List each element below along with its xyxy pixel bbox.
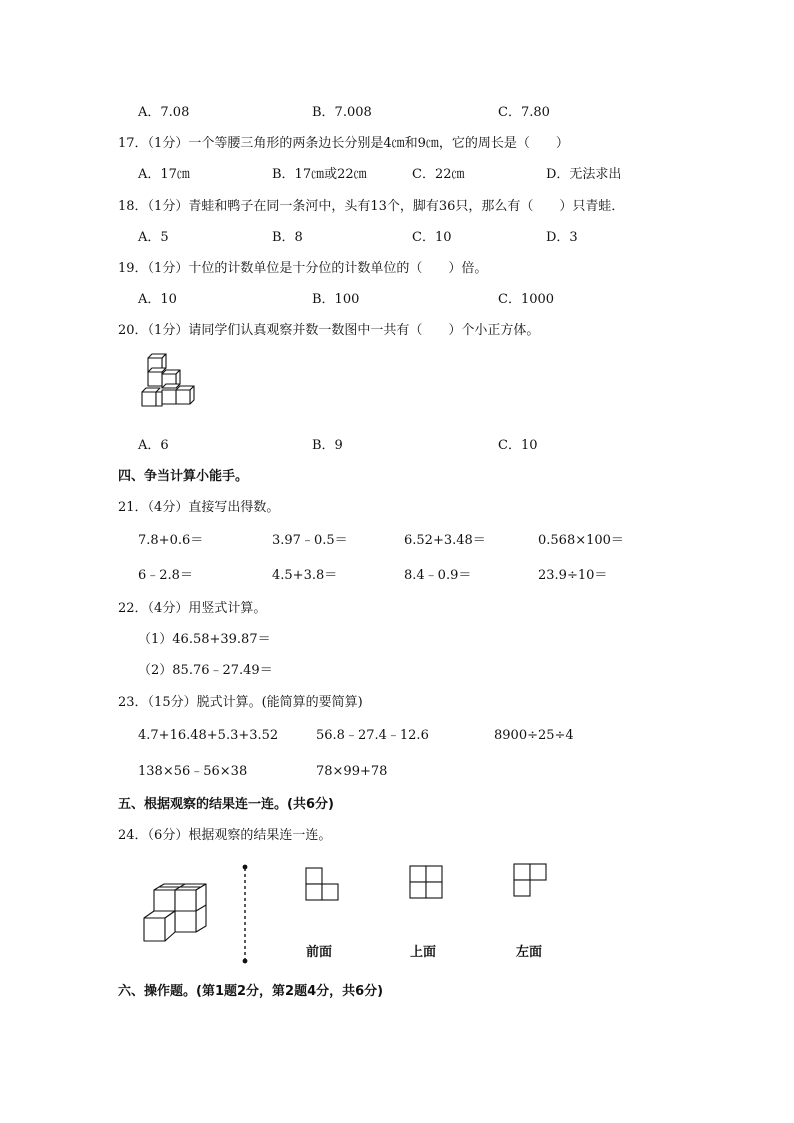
q21-expr: 23.9÷10＝: [538, 568, 608, 583]
q21-expr: 3.97﹣0.5＝: [272, 533, 348, 548]
q23-stem: 23．（15分）脱式计算。(能简算的要简算): [118, 695, 363, 710]
q24-view-left: [512, 862, 548, 898]
q17-option-b: B．17㎝或22㎝: [272, 167, 367, 182]
q24-label-front: 前面: [306, 945, 333, 960]
q24-label-top: 上面: [410, 945, 437, 960]
q20-cube-stack-figure: [138, 352, 198, 416]
q17-option-d: D．无法求出: [546, 167, 622, 182]
q22-item-1: （1）46.58+39.87＝: [138, 632, 271, 647]
q24-dashed-divider: [238, 862, 252, 966]
section-6-title: 六、操作题。(第1题2分，第2题4分，共6分): [118, 984, 384, 999]
q18-stem: 18．（1分）青蛙和鸭子在同一条河中，头有13个，脚有36只，那么有（ ）只青蛙．: [118, 199, 625, 214]
q20-option-b: B．9: [312, 438, 343, 453]
q21-expr: 8.4﹣0.9＝: [404, 568, 472, 583]
q17-stem: 17．（1分）一个等腰三角形的两条边长分别是4㎝和9㎝，它的周长是（ ）: [118, 136, 569, 151]
q17-option-a: A．17㎝: [138, 167, 190, 182]
q19-option-b: B．100: [312, 292, 360, 307]
section-4-title: 四、争当计算小能手。: [118, 469, 249, 484]
q21-stem: 21．（4分）直接写出得数。: [118, 500, 280, 515]
q24-block-figure: [140, 880, 210, 946]
q21-expr: 0.568×100＝: [538, 533, 624, 548]
q24-view-front: [304, 866, 340, 902]
q21-expr: 4.5+3.8＝: [272, 568, 338, 583]
q21-expr: 7.8+0.6＝: [138, 533, 204, 548]
q17-option-c: C．22㎝: [412, 167, 465, 182]
q22-stem: 22．（4分）用竖式计算。: [118, 601, 267, 616]
q16-option-c: C．7.80: [498, 105, 550, 120]
q21-expr: 6﹣2.8＝: [138, 568, 193, 583]
q20-option-c: C．10: [498, 438, 538, 453]
q19-stem: 19．（1分）十位的计数单位是十分位的计数单位的（ ）倍。: [118, 261, 488, 276]
q21-expr: 6.52+3.48＝: [404, 533, 486, 548]
q23-expr: 78×99+78: [316, 764, 388, 779]
q24-view-top: [408, 864, 444, 900]
q19-option-a: A．10: [138, 292, 177, 307]
q19-option-c: C．1000: [498, 292, 555, 307]
q22-item-2: （2）85.76﹣27.49＝: [138, 663, 273, 678]
q20-stem: 20．（1分）请同学们认真观察并数一数图中一共有（ ）个小正方体。: [118, 323, 540, 338]
q23-expr: 8900÷25÷4: [494, 728, 574, 743]
q23-expr: 4.7+16.48+5.3+3.52: [138, 728, 279, 743]
q24-stem: 24．（6分）根据观察的结果连一连。: [118, 828, 332, 843]
q18-option-c: C．10: [412, 230, 452, 245]
q18-option-d: D．3: [546, 230, 578, 245]
q24-label-left: 左面: [516, 945, 543, 960]
q18-option-b: B．8: [272, 230, 303, 245]
section-5-title: 五、根据观察的结果连一连。(共6分): [118, 797, 334, 812]
q18-option-a: A．5: [138, 230, 169, 245]
q16-option-a: A．7.08: [138, 105, 190, 120]
q23-expr: 56.8﹣27.4﹣12.6: [316, 728, 429, 743]
q20-option-a: A．6: [138, 438, 169, 453]
q16-option-b: B．7.008: [312, 105, 372, 120]
q23-expr: 138×56﹣56×38: [138, 764, 248, 779]
